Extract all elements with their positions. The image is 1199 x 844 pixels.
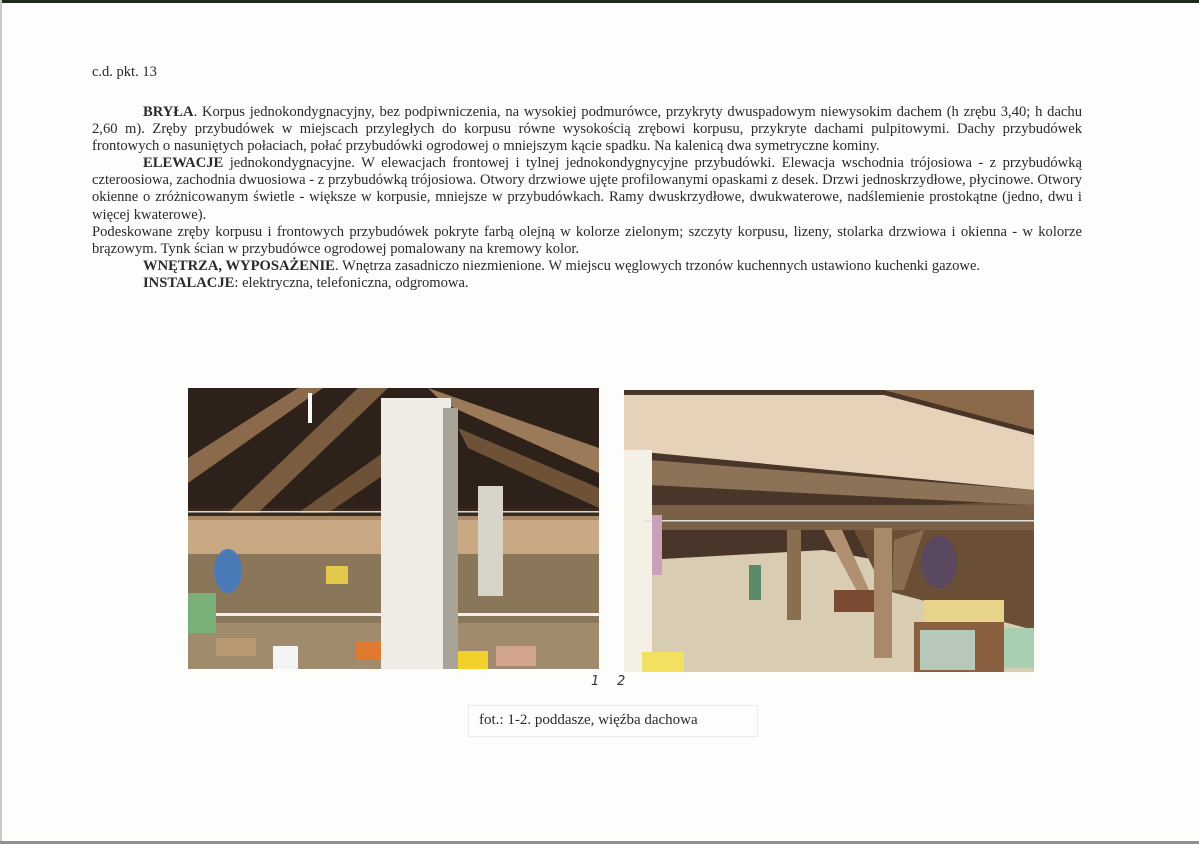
photo-number-1: 1 [591,674,600,689]
section-heading: WNĘTRZA, WYPOSAŻENIE [143,257,335,274]
section-heading: BRYŁA [143,104,194,120]
photo-caption: fot.: 1-2. poddasze, więźba dachowa [468,705,758,737]
section-text: . Korpus jednokondygnacyjny, bez podpiwniczenia, na wysokiej podmurówce, przykryty dwuspadowym niewysokim dachem (h zrębu 3,40; h dachu 2,60 m). Zręby przybudówek w miejscach przyległych do korpusu równe wysokością zrębowi korpusu, przykryte dachami pulpitowymi. Dachy przybudówek frontowych o nasuniętych połaciach, połać przybudówki ogrodowej o mniejszym kącie spadku. Na kalenicą dwa symetryczne kominy. [92,104,1082,155]
section-bryla [92,104,1082,155]
section-text: jednokondygnacyjne. W elewacjach frontowej i tylnej jednokondygnycyjne przybudówki. Elewacja wschodnia trójosiowa - z przybudówką czteroosiowa, zachodnia dwuosiowa - z przybudówką trójosiowa. Otwory drzwiowe ujęte profilowanymi opaskami z desek. Drzwi jednoskrzydłowe, płycinowe. Otwory okienne o zróżnicowanym świetle - większe w korpusie, mniejsze w przybudówkach. Ramy dwuskrzydłowe, dwukwaterowe, nadślemienie prostokątne (jedno, dwu i więcej kwaterowe). [92,155,1082,223]
photo-number-2: 2 [617,674,626,689]
section-text: . Wnętrza zasadniczo niezmienione. W miejscu węglowych trzonów kuchennych ustawiono kuchenki gazowe. [334,257,981,274]
photo-1-image [188,388,599,669]
section-text: : elektryczna, telefoniczna, odgromowa. [234,274,469,291]
section-wnetrza [92,258,1082,275]
scan-top-edge [0,0,1199,3]
document-body [92,104,1082,292]
section-heading: INSTALACJE [143,274,235,291]
section-elewacje-continued: Podeskowane zręby korpusu i frontowych przybudówek pokryte farbą olejną w kolorze zielonym; szczyty korpusu, lizeny, stolarka drzwiowa i okienna - w kolorze brązowym. Tynk ścian w przybudówce ogrodowej pomalowany na kremowy kolor. [92,223,1082,257]
section-instalacje [92,275,1082,292]
photo-attic-chimney [188,388,599,669]
page-reference: c.d. pkt. 13 [92,64,157,80]
photo-attic-interior [624,390,1034,672]
scan-left-edge [0,0,2,844]
section-elewacje [92,155,1082,223]
section-heading: ELEWACJE [143,155,224,172]
photo-2-image [624,390,1034,672]
